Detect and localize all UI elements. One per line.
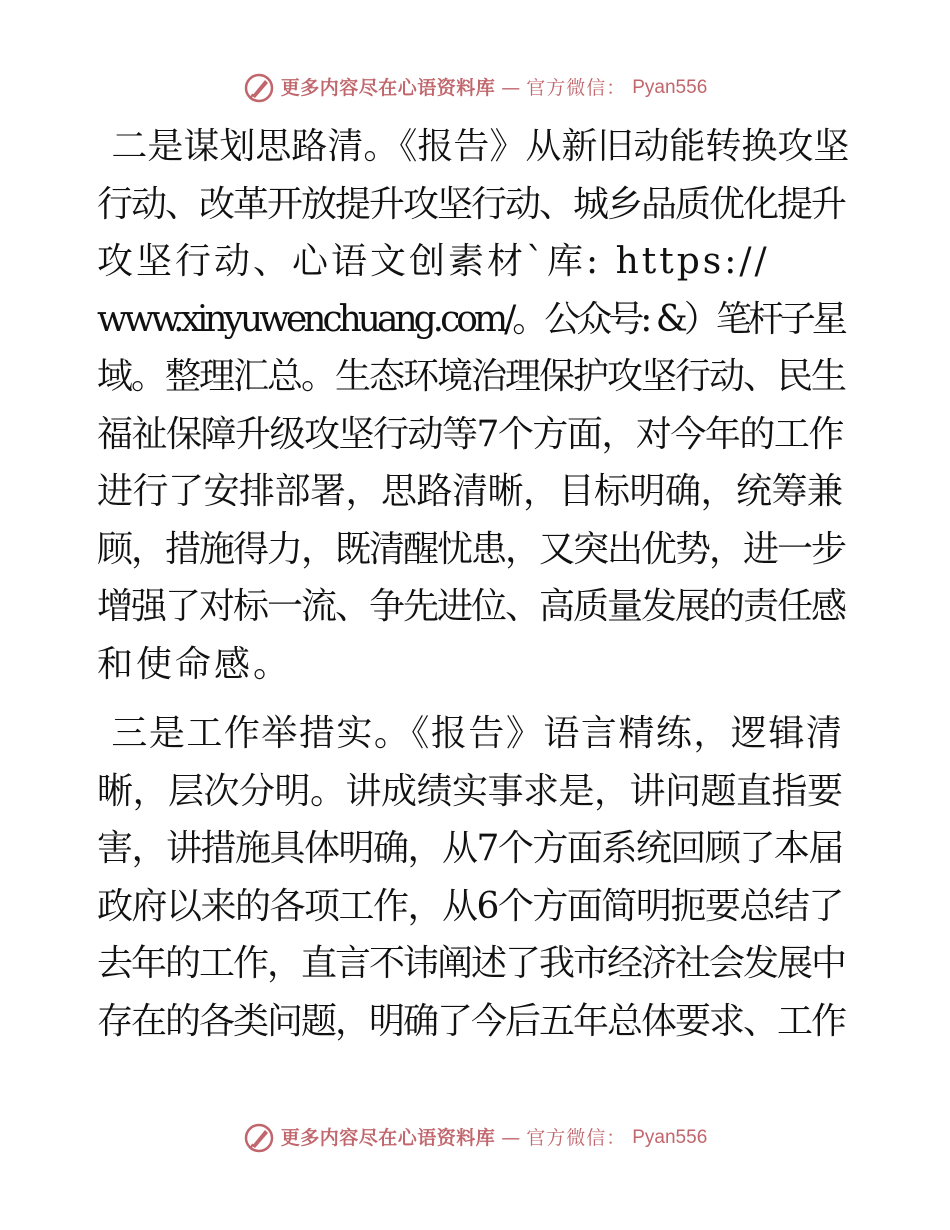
- paragraph-line: 行动、改革开放提升攻坚行动、城乡品质优化提升: [97, 183, 846, 225]
- paragraph-line: www.xinyuwenchuang.com/。公众号: &）笔杆子星: [97, 298, 844, 340]
- banner-separator: —: [501, 1127, 521, 1149]
- paragraph-line: 顾，措施得力，既清醒忧患，又突出优势，进一步: [97, 528, 846, 570]
- paragraph-line: 进行了安排部署，思路清晰，目标明确，统筹兼: [97, 471, 843, 512]
- document-body: [97, 118, 849, 1050]
- quill-pen-logo-icon: [243, 1122, 275, 1154]
- header-watermark-banner: [0, 72, 950, 104]
- footer-watermark-banner: [0, 1122, 950, 1154]
- paragraph-line: 增强了对标一流、争先进位、高质量发展的责任感: [97, 586, 846, 627]
- banner-account: Pyan556: [632, 1127, 708, 1148]
- banner-account: Pyan556: [632, 77, 708, 98]
- paragraph-line: 三是工作举措实。《报告》语言精练，逻辑清: [111, 713, 844, 754]
- paragraph-line: 存在的各类问题，明确了今后五年总体要求、工作: [97, 1000, 846, 1042]
- paragraph-line: 攻坚行动、心语文创素材`库: https://: [97, 241, 770, 282]
- banner-brand-text: 更多内容尽在心语资料库: [280, 77, 496, 99]
- paragraph-line: 政府以来的各项工作，从6个方面简明扼要总结了: [97, 885, 843, 927]
- paragraph-line: 二是谋划思路清。《报告》从新旧动能转换攻坚: [111, 126, 850, 167]
- quill-pen-logo-icon: [243, 72, 275, 104]
- banner-brand-text: 更多内容尽在心语资料库: [280, 1127, 496, 1149]
- paragraph-line: 福祉保障升级攻坚行动等7个方面，对今年的工作: [97, 413, 843, 455]
- paragraph-line: 域。整理汇总。生态环境治理保护攻坚行动、民生: [97, 356, 846, 397]
- paragraph-line: 和使命感。: [97, 643, 293, 685]
- banner-separator: —: [501, 77, 521, 99]
- banner-contact-label: 官方微信：: [526, 77, 627, 99]
- paragraph-line: 害，讲措施具体明确，从7个方面系统回顾了本届: [97, 828, 843, 869]
- paragraph-1: [97, 118, 849, 693]
- banner-contact-label: 官方微信：: [526, 1127, 627, 1149]
- paragraph-line: 晰，层次分明。讲成绩实事求是，讲问题直指要: [97, 770, 843, 812]
- paragraph-line: 去年的工作，直言不讳阐述了我市经济社会发展中: [97, 943, 846, 984]
- paragraph-2: [97, 705, 849, 1050]
